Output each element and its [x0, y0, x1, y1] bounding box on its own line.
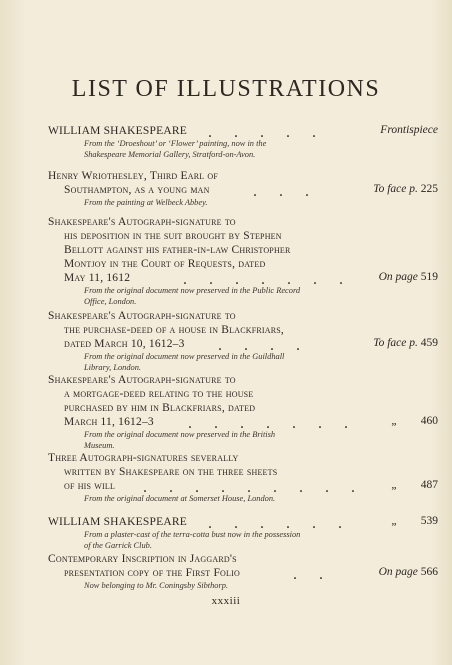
entry-note: Office, London. [84, 297, 137, 306]
entry-title-continued: a mortgage-deed relating to the house [64, 388, 254, 400]
entry-note: From the painting at Welbeck Abbey. [84, 198, 208, 207]
entry-title-continued: Montjoy in the Court of Requests, dated [64, 258, 266, 270]
leader-dots: . . . . . . . . . [143, 479, 364, 496]
entry-note: From the original document at Somerset House, London. [84, 494, 276, 503]
entry-title-continued: Southampton, as a young man [64, 184, 210, 196]
entry-note: From a plaster-cast of the terra-cotta bust now in the possession [84, 530, 301, 539]
page-reference: On page 566 [378, 566, 438, 578]
page-reference: On page 519 [378, 271, 438, 283]
entry-title: Shakespeare's Autograph-signature to [48, 216, 236, 228]
entry-title: WILLIAM SHAKESPEARE [48, 125, 187, 137]
leader-dots: . . . . [218, 337, 309, 354]
leader-dots: . . . . . . . [188, 415, 357, 432]
page-reference: „ 487 [391, 479, 438, 491]
entry-title-continued: written by Shakespeare on the three sheets [64, 466, 278, 478]
illustration-entry [48, 124, 438, 160]
entry-note: From the ‘Droeshout’ or ‘Flower’ painting, now in the [84, 139, 267, 148]
illustration-entry [48, 552, 438, 591]
entry-title-continued: Bellott against his father-in-law Christopher [64, 244, 291, 256]
entry-title-continued: the purchase-deed of a house in Blackfriars, [64, 324, 284, 336]
entry-note: of the Garrick Club. [84, 541, 152, 550]
illustration-entry [48, 309, 438, 373]
illustration-entry [48, 373, 438, 451]
entry-note: Library, London. [84, 363, 142, 372]
leader-dots: . . . . . . . [183, 271, 352, 288]
page-reference: „ 539 [391, 515, 438, 527]
page-reference: To face p. 459 [373, 337, 438, 349]
leader-dots: . . . [253, 183, 318, 200]
entry-title: Contemporary Inscription in Jaggard's [48, 553, 237, 565]
leader-dots: . . . . . . [208, 515, 351, 532]
leader-dots: . . . . . [208, 124, 325, 141]
page-reference: To face p. 225 [373, 183, 438, 195]
entry-note: Shakespeare Memorial Gallery, Stratford-on-Avon. [84, 150, 256, 159]
illustration-entry [48, 169, 438, 208]
page-reference: „ 460 [391, 415, 438, 427]
entry-note: From the original document now preserved in the British [84, 430, 276, 439]
entry-note: Museum. [84, 441, 115, 450]
illustration-entry [48, 215, 438, 307]
entry-title-continued: May 11, 1612 [64, 272, 131, 284]
entry-title: Shakespeare's Autograph-signature to [48, 374, 236, 386]
leader-dots: . . [293, 566, 332, 583]
page-number: xxxiii [211, 595, 241, 607]
illustration-entry [48, 451, 438, 504]
entry-title: Henry Wriothesley, Third Earl of [48, 170, 219, 182]
entry-title-continued: purchased by him in Blackfriars, dated [64, 402, 256, 414]
entry-title-continued: dated March 10, 1612–3 [64, 338, 185, 350]
entry-note: Now belonging to Mr. Coningsby Sibthorp. [84, 581, 229, 590]
page-reference: Frontispiece [380, 124, 438, 136]
entry-note: From the original document now preserved in the Guildhall [84, 352, 285, 361]
page-title: LIST OF ILLUSTRATIONS [71, 76, 381, 102]
illustration-entry [48, 515, 438, 551]
entry-title: Three Autograph-signatures severally [48, 452, 239, 464]
entry-title-continued: March 11, 1612–3 [64, 416, 154, 428]
entry-title-continued: presentation copy of the First Folio [64, 567, 240, 579]
entry-note: From the original document now preserved in the Public Record [84, 286, 301, 295]
entry-title: Shakespeare's Autograph-signature to [48, 310, 236, 322]
entry-title-continued: of his will [64, 480, 116, 492]
entry-title: WILLIAM SHAKESPEARE [48, 516, 187, 528]
entry-title-continued: his deposition in the suit brought by Stephen [64, 230, 282, 242]
